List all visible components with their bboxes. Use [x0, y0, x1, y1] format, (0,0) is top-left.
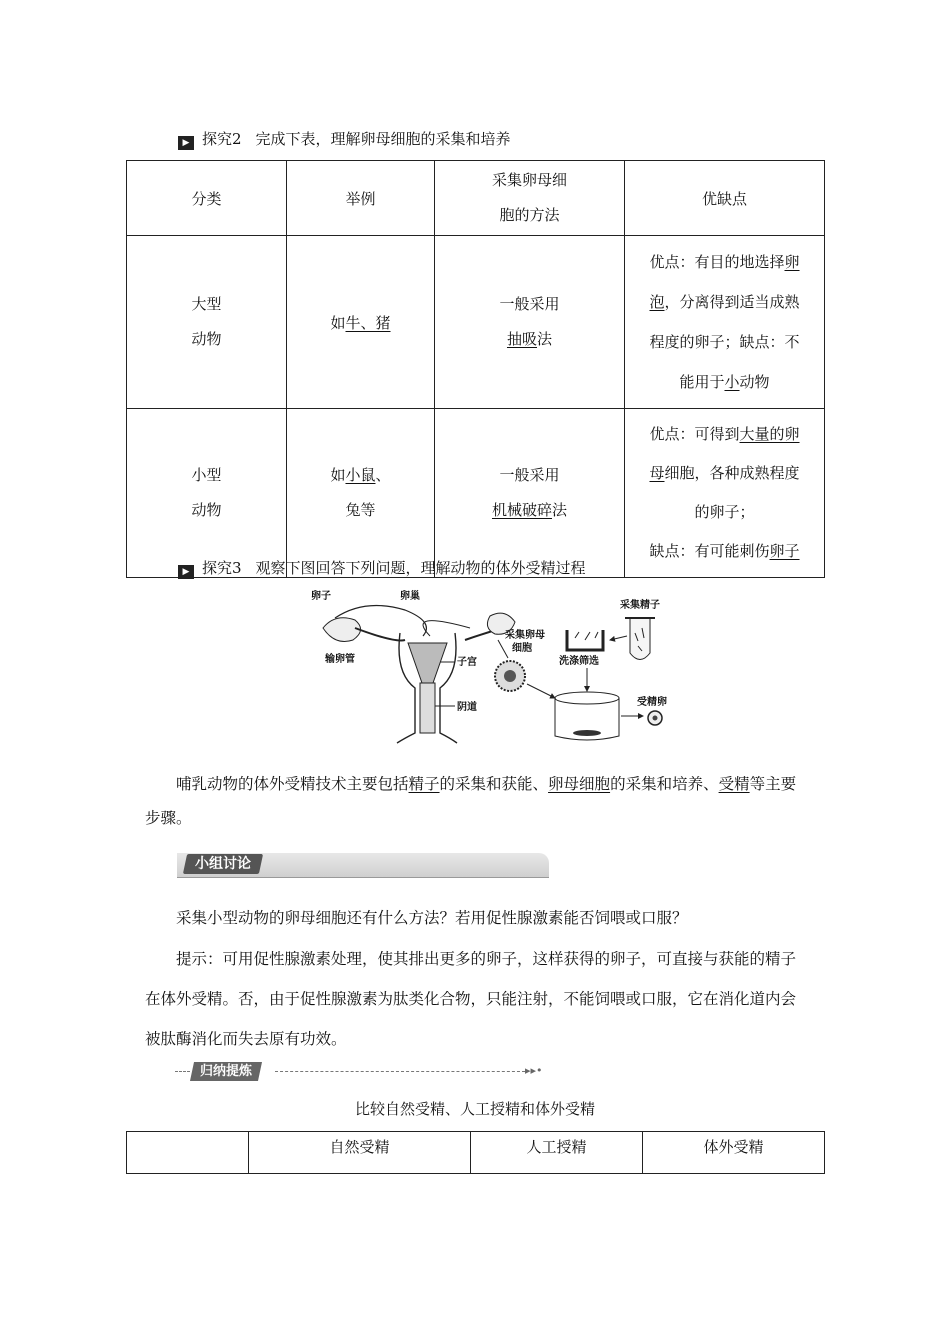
label-egg: 卵子 [311, 591, 331, 602]
vagina-shape [420, 683, 435, 733]
pros-answer-b: 母 [649, 464, 665, 482]
discussion-banner [177, 853, 549, 878]
section3-heading [178, 557, 586, 579]
section2-label: 探究2 [202, 130, 242, 148]
row-pros-cons [625, 409, 825, 578]
ivf-figure [305, 588, 685, 748]
label-collect-oocyte-1: 采集卵母 [505, 630, 545, 641]
example-answer: 牛、猪 [345, 313, 391, 332]
row-method [435, 409, 625, 578]
banner-dash-left [175, 1071, 190, 1072]
example-suffix: 、 [375, 466, 391, 484]
sperm-tube [630, 618, 650, 660]
row-example [287, 409, 435, 578]
pros-text-a: ，分离得到适当成熟 [664, 293, 800, 311]
label-fertilized: 受精卵 [637, 697, 667, 708]
header-artificial: 人工授精 [471, 1132, 643, 1174]
arrow-icon: ▸▸• [525, 1064, 543, 1077]
pros-line3: 的卵子； [694, 503, 755, 521]
table-row [127, 236, 825, 409]
para1-answer-sperm: 精子 [408, 775, 440, 793]
summary-title: 比较自然受精、人工授精和体外受精 [354, 1100, 595, 1118]
method-answer: 机械破碎 [491, 501, 552, 519]
discussion-answer-text: 提示：可用促性腺激素处理，使其排出更多的卵子，这样获得的卵子，可直接与获能的精子在体外受精。否，由于促性腺激素为肽类化合物，只能注射，不能饲喂或口服，它在消化道内会被肽酶消化而失去原有功效。 [145, 950, 797, 1048]
header-method-line2: 胞的方法 [499, 206, 560, 224]
comparison-table [126, 1131, 825, 1174]
arrow-to-oocyte [498, 640, 508, 658]
summary-tag [190, 1062, 262, 1081]
cons-answer: 卵子 [769, 542, 800, 560]
discussion-banner-label: 小组讨论 [195, 856, 251, 872]
pros-label: 优点：有目的地选择 [649, 253, 785, 271]
cons-prefix: 缺点：有可能刺伤 [649, 542, 770, 560]
zygote-nucleus [653, 716, 658, 721]
header-method [435, 161, 625, 236]
oviduct-left [355, 628, 405, 641]
category-line1: 小型 [191, 466, 222, 484]
summary-banner-label: 归纳提炼 [200, 1064, 253, 1079]
cons-answer: 小 [724, 373, 740, 391]
label-wash: 洗涤筛选 [559, 656, 599, 667]
label-ovary: 卵巢 [400, 591, 420, 602]
left-fimbria [323, 618, 361, 642]
pros-text-b: 程度的卵子；缺点：不 [649, 333, 800, 351]
header-category: 分类 [127, 161, 287, 236]
table-header-row [127, 1132, 825, 1174]
section2-heading [178, 128, 511, 150]
header-natural: 自然受精 [249, 1132, 471, 1174]
para1-text-g: 等主要步骤。 [145, 775, 797, 827]
dish-egg [573, 730, 601, 736]
example-prefix: 如 [330, 466, 346, 484]
section2-text: 完成下表，理解卵母细胞的采集和培养 [255, 130, 511, 148]
label-vagina: 阴道 [457, 702, 477, 713]
row-pros-cons [625, 236, 825, 409]
oocyte-nucleus [504, 670, 516, 682]
discussion-question-text: 采集小型动物的卵母细胞还有什么方法？若用促性腺激素能否饲喂或口服？ [176, 909, 688, 927]
paragraph-ivf [145, 767, 810, 835]
pros-answer-a: 大量的卵 [739, 425, 800, 443]
table-row [127, 409, 825, 578]
banner-dash-right [275, 1071, 525, 1072]
header-method-line1: 采集卵母细 [491, 171, 567, 189]
label-collect-oocyte-2: 细胞 [512, 643, 532, 654]
example-line2: 兔等 [345, 501, 376, 519]
oocyte-table [126, 160, 825, 578]
table-header-row [127, 161, 825, 236]
summary-banner [175, 1062, 555, 1082]
header-in-vitro: 体外受精 [643, 1132, 825, 1174]
arrow-oocyte-to-dish [527, 684, 555, 698]
example-prefix: 如 [330, 313, 346, 332]
row-method [435, 236, 625, 409]
cons-prefix: 能用于 [679, 373, 725, 391]
method-prefix: 一般采用 [499, 466, 560, 484]
play-icon: ▶ [178, 136, 194, 150]
discussion-answer [145, 939, 810, 1059]
category-line1: 大型 [191, 295, 222, 313]
pros-label: 优点：可得到 [649, 425, 740, 443]
uterus-cavity [408, 643, 447, 683]
dish-top [555, 692, 619, 704]
method-prefix: 一般采用 [499, 295, 560, 313]
pros-answer-a: 卵 [784, 253, 800, 271]
cons-suffix: 动物 [739, 373, 770, 391]
label-oviduct: 输卵管 [325, 654, 355, 665]
header-empty [127, 1132, 249, 1174]
method-answer: 抽吸 [506, 330, 537, 348]
label-collect-sperm: 采集精子 [620, 600, 660, 611]
pros-answer-b: 泡 [649, 293, 665, 311]
category-line2: 动物 [191, 501, 222, 519]
section3-text: 观察下图回答下列问题，理解动物的体外受精过程 [255, 559, 586, 577]
para1-answer-oocyte: 卵母细胞 [548, 775, 611, 793]
para1-answer-fertilize: 受精 [718, 775, 750, 793]
category-line2: 动物 [191, 330, 222, 348]
pros-text-b: 细胞，各种成熟程度 [664, 464, 800, 482]
row-category [127, 236, 287, 409]
discussion-tag [183, 854, 263, 874]
play-icon: ▶ [178, 565, 194, 579]
method-suffix: 法 [537, 330, 553, 348]
row-category [127, 409, 287, 578]
example-answer: 小鼠 [345, 466, 376, 484]
row-example [287, 236, 435, 409]
label-uterus: 子宫 [457, 657, 477, 668]
section3-label: 探究3 [202, 559, 242, 577]
para1-text-c: 的采集和获能、 [439, 775, 549, 793]
discussion-question [145, 901, 810, 935]
header-pros-cons: 优缺点 [625, 161, 825, 236]
ovary-arc [423, 621, 470, 636]
para1-text-e: 的采集和培养、 [610, 775, 719, 793]
wash-sperm [575, 632, 598, 640]
para1-text-a: 哺乳动物的体外受精技术主要包括 [176, 775, 409, 793]
header-example: 举例 [287, 161, 435, 236]
method-suffix: 法 [552, 501, 568, 519]
arrow-tube-to-wash [610, 636, 627, 640]
